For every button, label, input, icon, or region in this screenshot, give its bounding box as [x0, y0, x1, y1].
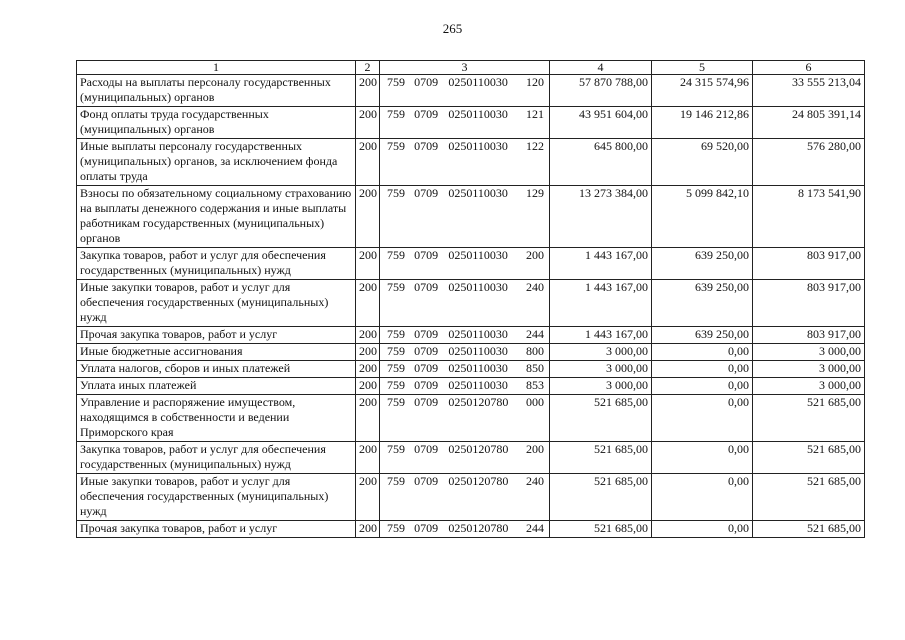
target-article-code: 0250110030: [448, 280, 508, 294]
target-article-code: 0250110030: [448, 139, 508, 153]
section-code: 759: [387, 442, 405, 456]
expense-name-cell: Закупка товаров, работ и услуг для обеспечения государственных (муниципальных) нужд: [77, 248, 356, 280]
expense-type-code: 129: [526, 186, 544, 200]
subsection-code: 0709: [414, 248, 439, 262]
amount-column-5: 5 099 842,10: [652, 186, 753, 248]
target-article-code: 0250110030: [448, 344, 508, 358]
classification-code-cell: [380, 395, 550, 442]
expense-type-code: 850: [526, 361, 544, 375]
section-code: 759: [387, 186, 405, 200]
expense-type-code: 244: [526, 327, 544, 341]
amount-column-4: 3 000,00: [550, 378, 652, 395]
section-code: 759: [387, 395, 405, 409]
expense-name-cell: Уплата налогов, сборов и иных платежей: [77, 361, 356, 378]
section-code: 759: [387, 378, 405, 392]
section-code: 759: [387, 107, 405, 121]
amount-column-5: 0,00: [652, 344, 753, 361]
amount-column-6: 803 917,00: [753, 248, 865, 280]
expense-name-cell: Иные бюджетные ассигнования: [77, 344, 356, 361]
section-code: 759: [387, 361, 405, 375]
expense-type-code: 122: [526, 139, 544, 153]
amount-column-4: 43 951 604,00: [550, 107, 652, 139]
column-header-2: 2: [356, 61, 380, 75]
expense-name-cell: Иные закупки товаров, работ и услуг для обеспечения государственных (муниципальных) нужд: [77, 280, 356, 327]
amount-column-5: 639 250,00: [652, 248, 753, 280]
section-code: 759: [387, 474, 405, 488]
amount-column-4: 521 685,00: [550, 521, 652, 538]
target-article-code: 0250120780: [448, 474, 509, 488]
amount-column-5: 639 250,00: [652, 280, 753, 327]
amount-column-6: 3 000,00: [753, 361, 865, 378]
admin-code-cell: 200: [356, 521, 380, 538]
expense-name-cell: Расходы на выплаты персоналу государственных (муниципальных) органов: [77, 75, 356, 107]
amount-column-6: 33 555 213,04: [753, 75, 865, 107]
amount-column-4: 57 870 788,00: [550, 75, 652, 107]
table-row: [77, 280, 865, 327]
amount-column-5: 0,00: [652, 395, 753, 442]
subsection-code: 0709: [414, 442, 439, 456]
table-row: [77, 474, 865, 521]
admin-code-cell: 200: [356, 107, 380, 139]
amount-column-5: 0,00: [652, 521, 753, 538]
classification-code-cell: [380, 107, 550, 139]
expense-type-code: 853: [526, 378, 544, 392]
classification-code-cell: [380, 378, 550, 395]
admin-code-cell: 200: [356, 361, 380, 378]
table-row: [77, 378, 865, 395]
admin-code-cell: 200: [356, 139, 380, 186]
table-row: [77, 107, 865, 139]
classification-code-cell: [380, 521, 550, 538]
classification-code-cell: [380, 248, 550, 280]
subsection-code: 0709: [414, 378, 439, 392]
admin-code-cell: 200: [356, 442, 380, 474]
section-code: 759: [387, 75, 405, 89]
expense-name-cell: Прочая закупка товаров, работ и услуг: [77, 327, 356, 344]
classification-code-cell: [380, 361, 550, 378]
target-article-code: 0250110030: [448, 186, 508, 200]
target-article-code: 0250120780: [448, 395, 509, 409]
amount-column-6: 803 917,00: [753, 327, 865, 344]
target-article-code: 0250110030: [448, 327, 508, 341]
amount-column-6: 24 805 391,14: [753, 107, 865, 139]
subsection-code: 0709: [414, 344, 439, 358]
amount-column-6: 8 173 541,90: [753, 186, 865, 248]
subsection-code: 0709: [414, 107, 439, 121]
admin-code-cell: 200: [356, 327, 380, 344]
amount-column-5: 19 146 212,86: [652, 107, 753, 139]
amount-column-5: 0,00: [652, 442, 753, 474]
section-code: 759: [387, 139, 405, 153]
expense-type-code: 200: [526, 248, 544, 262]
expense-name-cell: Уплата иных платежей: [77, 378, 356, 395]
amount-column-5: 0,00: [652, 474, 753, 521]
subsection-code: 0709: [414, 361, 439, 375]
subsection-code: 0709: [414, 186, 439, 200]
amount-column-5: 69 520,00: [652, 139, 753, 186]
classification-code-cell: [380, 280, 550, 327]
table-row: [77, 248, 865, 280]
amount-column-4: 13 273 384,00: [550, 186, 652, 248]
amount-column-4: 1 443 167,00: [550, 327, 652, 344]
expense-name-cell: Управление и распоряжение имуществом, находящимся в собственности и ведении Приморского края: [77, 395, 356, 442]
classification-code-cell: [380, 139, 550, 186]
subsection-code: 0709: [414, 395, 439, 409]
expense-name-cell: Фонд оплаты труда государственных (муниципальных) органов: [77, 107, 356, 139]
target-article-code: 0250120780: [448, 442, 509, 456]
target-article-code: 0250120780: [448, 521, 509, 535]
column-header-5: 5: [652, 61, 753, 75]
amount-column-6: 521 685,00: [753, 521, 865, 538]
subsection-code: 0709: [414, 280, 439, 294]
target-article-code: 0250110030: [448, 378, 508, 392]
amount-column-5: 639 250,00: [652, 327, 753, 344]
table-row: [77, 327, 865, 344]
expense-type-code: 121: [526, 107, 544, 121]
expense-type-code: 240: [526, 280, 544, 294]
classification-code-cell: [380, 442, 550, 474]
expense-name-cell: Иные выплаты персоналу государственных (муниципальных) органов, за исключением фонда оплаты труда: [77, 139, 356, 186]
classification-code-cell: [380, 186, 550, 248]
column-number-header-row: [77, 61, 865, 75]
page-number: 265: [442, 21, 463, 36]
subsection-code: 0709: [414, 139, 439, 153]
column-header-4: 4: [550, 61, 652, 75]
amount-column-6: 3 000,00: [753, 378, 865, 395]
amount-column-6: 521 685,00: [753, 474, 865, 521]
table-row: [77, 395, 865, 442]
column-header-6: 6: [753, 61, 865, 75]
classification-code-cell: [380, 474, 550, 521]
expense-type-code: 244: [526, 521, 544, 535]
section-code: 759: [387, 280, 405, 294]
budget-table: [76, 60, 865, 538]
admin-code-cell: 200: [356, 248, 380, 280]
amount-column-4: 3 000,00: [550, 344, 652, 361]
expense-type-code: 240: [526, 474, 544, 488]
admin-code-cell: 200: [356, 344, 380, 361]
amount-column-4: 1 443 167,00: [550, 248, 652, 280]
amount-column-6: 521 685,00: [753, 395, 865, 442]
expense-name-cell: Прочая закупка товаров, работ и услуг: [77, 521, 356, 538]
amount-column-4: 1 443 167,00: [550, 280, 652, 327]
amount-column-5: 24 315 574,96: [652, 75, 753, 107]
amount-column-4: 3 000,00: [550, 361, 652, 378]
classification-code-cell: [380, 344, 550, 361]
admin-code-cell: 200: [356, 186, 380, 248]
amount-column-4: 521 685,00: [550, 395, 652, 442]
target-article-code: 0250110030: [448, 75, 508, 89]
classification-code-cell: [380, 75, 550, 107]
amount-column-4: 645 800,00: [550, 139, 652, 186]
subsection-code: 0709: [414, 521, 439, 535]
classification-code-cell: [380, 327, 550, 344]
expense-name-cell: Взносы по обязательному социальному страхованию на выплаты денежного содержания и иные выплаты работникам государственных (муниципальных) органов: [77, 186, 356, 248]
expense-type-code: 800: [526, 344, 544, 358]
table-row: [77, 521, 865, 538]
table-row: [77, 139, 865, 186]
table-row: [77, 361, 865, 378]
target-article-code: 0250110030: [448, 107, 508, 121]
section-code: 759: [387, 521, 405, 535]
table-row: [77, 75, 865, 107]
admin-code-cell: 200: [356, 280, 380, 327]
table-row: [77, 442, 865, 474]
amount-column-6: 576 280,00: [753, 139, 865, 186]
expense-type-code: 000: [526, 395, 544, 409]
subsection-code: 0709: [414, 327, 439, 341]
amount-column-5: 0,00: [652, 361, 753, 378]
target-article-code: 0250110030: [448, 361, 508, 375]
section-code: 759: [387, 327, 405, 341]
admin-code-cell: 200: [356, 474, 380, 521]
table-row: [77, 186, 865, 248]
target-article-code: 0250110030: [448, 248, 508, 262]
admin-code-cell: 200: [356, 395, 380, 442]
amount-column-6: 521 685,00: [753, 442, 865, 474]
amount-column-6: 803 917,00: [753, 280, 865, 327]
amount-column-5: 0,00: [652, 378, 753, 395]
amount-column-4: 521 685,00: [550, 442, 652, 474]
subsection-code: 0709: [414, 75, 439, 89]
expense-name-cell: Закупка товаров, работ и услуг для обеспечения государственных (муниципальных) нужд: [77, 442, 356, 474]
expense-type-code: 200: [526, 442, 544, 456]
amount-column-4: 521 685,00: [550, 474, 652, 521]
section-code: 759: [387, 344, 405, 358]
column-header-1: 1: [77, 61, 356, 75]
section-code: 759: [387, 248, 405, 262]
subsection-code: 0709: [414, 474, 439, 488]
column-header-3: 3: [380, 61, 550, 75]
amount-column-6: 3 000,00: [753, 344, 865, 361]
admin-code-cell: 200: [356, 75, 380, 107]
expense-type-code: 120: [526, 75, 544, 89]
admin-code-cell: 200: [356, 378, 380, 395]
table-row: [77, 344, 865, 361]
expense-name-cell: Иные закупки товаров, работ и услуг для обеспечения государственных (муниципальных) нужд: [77, 474, 356, 521]
